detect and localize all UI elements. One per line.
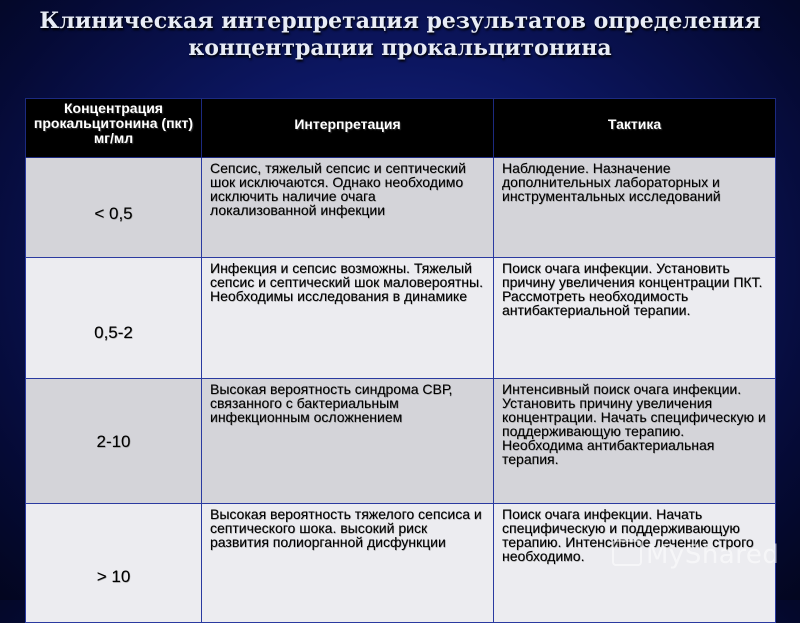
cell-tactics: Поиск очага инфекции. Установить причину увеличения концентрации ПКТ. Рассмотреть необходимость антибактериальной терапии.: [494, 258, 776, 379]
cell-concentration: 2-10: [26, 379, 202, 504]
table-row: [26, 158, 776, 258]
cell-interpretation: Высокая вероятность тяжелого сепсиса и септического шока. высокий риск развития полиорганной дисфункции: [202, 504, 494, 623]
header-tactics: Тактика: [494, 99, 776, 158]
cell-interpretation: Сепсис, тяжелый сепсис и септический шок исключаются. Однако необходимо исключить наличие очага локализованной инфекции: [202, 158, 494, 258]
cell-tactics: Интенсивный поиск очага инфекции. Установить причину увеличения концентрации. Начать специфическую и поддерживающую терапию. Необходима антибактериальная терапия.: [494, 379, 776, 504]
cell-concentration: > 10: [26, 504, 202, 623]
watermark-text: MyShared: [646, 540, 780, 570]
watermark: [612, 540, 779, 570]
table-row: [26, 258, 776, 379]
header-concentration: Концентрация прокальцитонина (пкт) мг/мл: [26, 99, 202, 158]
cell-tactics: Поиск очага инфекции. Начать специфическую и поддерживающую терапию. Интенсивное лечение строго необходимо.: [494, 504, 776, 623]
table-header-row: [26, 99, 776, 158]
cell-concentration: < 0,5: [26, 158, 202, 258]
cell-concentration: 0,5-2: [26, 258, 202, 379]
presentation-icon: [612, 540, 642, 566]
cell-tactics: Наблюдение. Назначение дополнительных лабораторных и инструментальных исследований: [494, 158, 776, 258]
page-title: [0, 8, 800, 62]
header-interpretation: Интерпретация: [202, 99, 494, 158]
cell-interpretation: Инфекция и сепсис возможны. Тяжелый сепсис и септический шок маловероятны. Необходимы исследования в динамике: [202, 258, 494, 379]
title-line-2: концентрации прокальцитонина: [188, 35, 612, 61]
cell-interpretation: Высокая вероятность синдрома СВР, связанного с бактериальным инфекционным осложнением: [202, 379, 494, 504]
table-row: [26, 379, 776, 504]
title-line-1: Клиническая интерпретация результатов определения: [39, 8, 761, 34]
